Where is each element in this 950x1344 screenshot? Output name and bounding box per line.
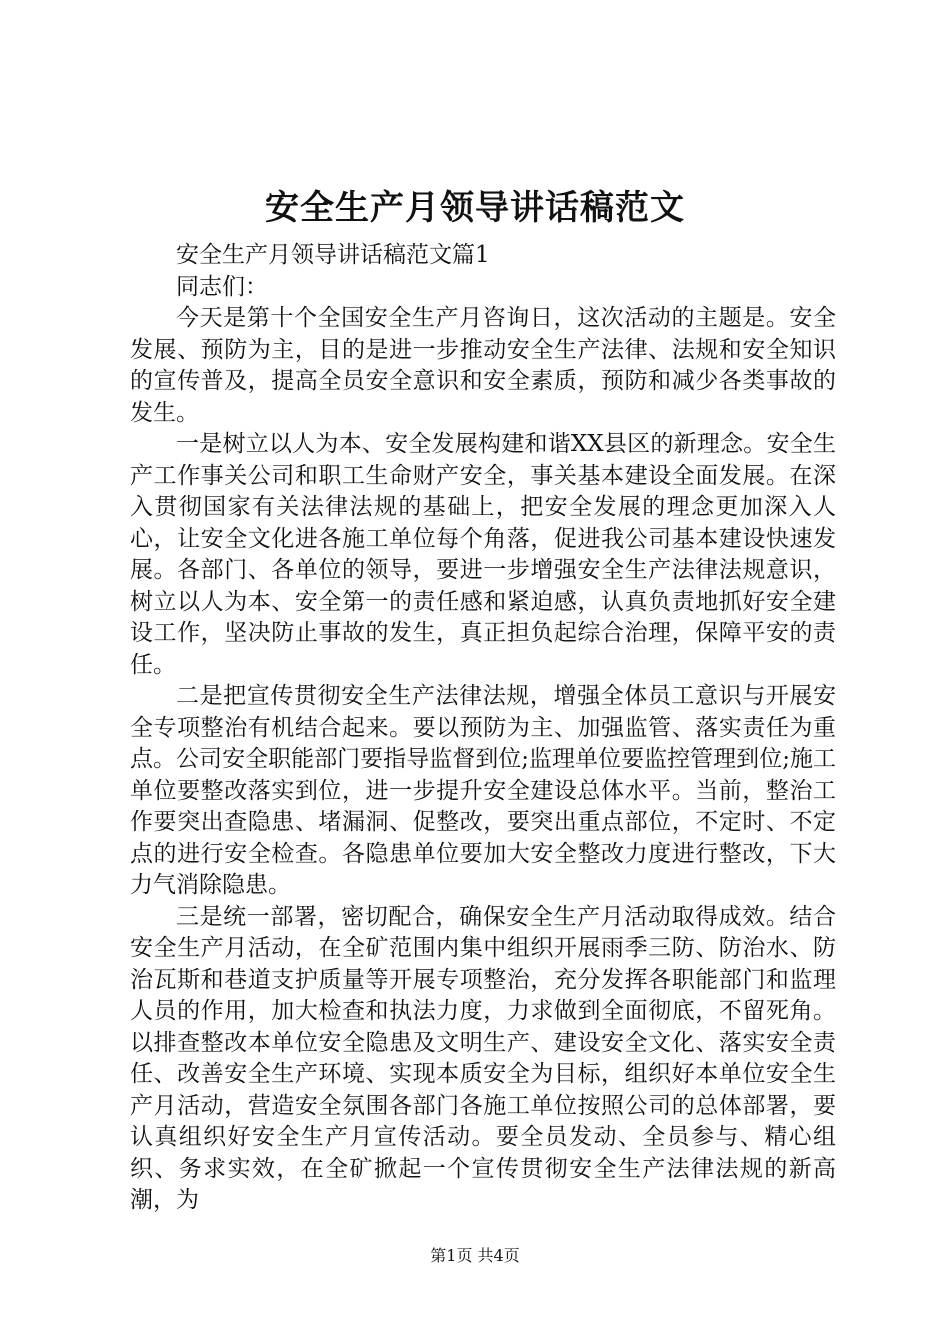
document-title: 安全生产月领导讲话稿范文 — [265, 188, 685, 228]
paragraph-subtitle: 安全生产月领导讲话稿范文篇1 — [176, 242, 490, 268]
paragraph-point-three: 三是统一部署，密切配合，确保安全生产月活动取得成效。结合安全生产月活动，在全矿范围内集中组织开展雨季三防、防治水、防治瓦斯和巷道支护质量等开展专项整治，充分发挥各职能部门和监理人员的作用，加大检查和执法力度，力求做到全面彻底，不留死角。以排查整改本单位安全隐患及文明生产、建设安全文化、落实安全责任、改善安全生产环境、实现本质安全为目标，组织好本单位安全生产月活动，营造安全氛围各部门各施工单位按照公司的总体部署，要认真组织好安全生产月宣传活动。要全员发动、全员参与、精心组织、务求实效，在全矿掀起一个宣传贯彻安全生产法律法规的新高潮，为 — [130, 903, 836, 1213]
paragraph-salutation: 同志们： — [176, 273, 268, 300]
paragraph-point-two: 二是把宣传贯彻安全生产法律法规，增强全体员工意识与开展安全专项整治有机结合起来。要以预防为主、加强监管、落实责任为重点。公司安全职能部门要指导监督到位;监理单位要监控管理到位;施工单位要整改落实到位，进一步提升安全建设总体水平。当前，整治工作要突出查隐患、堵漏洞、促整改，要突出重点部位，不定时、不定点的进行安全检查。各隐患单位要加大安全整改力度进行整改，下大力气消除隐患。 — [130, 683, 836, 898]
paragraph-intro: 今天是第十个全国安全生产月咨询日，这次活动的主题是。安全发展、预防为主，目的是进一步推动安全生产法律、法规和安全知识的宣传普及，提高全员安全意识和安全素质，预防和减少各类事故的发生。 — [130, 305, 836, 426]
paragraph-point-one: 一是树立以人为本、安全发展构建和谐XX县区的新理念。安全生产工作事关公司和职工生命财产安全，事关基本建设全面发展。在深入贯彻国家有关法律法规的基础上，把安全发展的理念更加深入人心，让安全文化进各施工单位每个角落，促进我公司基本建设快速发展。各部门、各单位的领导，要进一步增强安全生产法律法规意识，树立以人为本、安全第一的责任感和紧迫感，认真负责地抓好安全建设工作，坚决防止事故的发生，真正担负起综合治理，保障平安的责任。 — [130, 431, 836, 678]
document-body — [130, 240, 836, 1217]
page-footer: 第1页 共4页 — [430, 1246, 520, 1265]
